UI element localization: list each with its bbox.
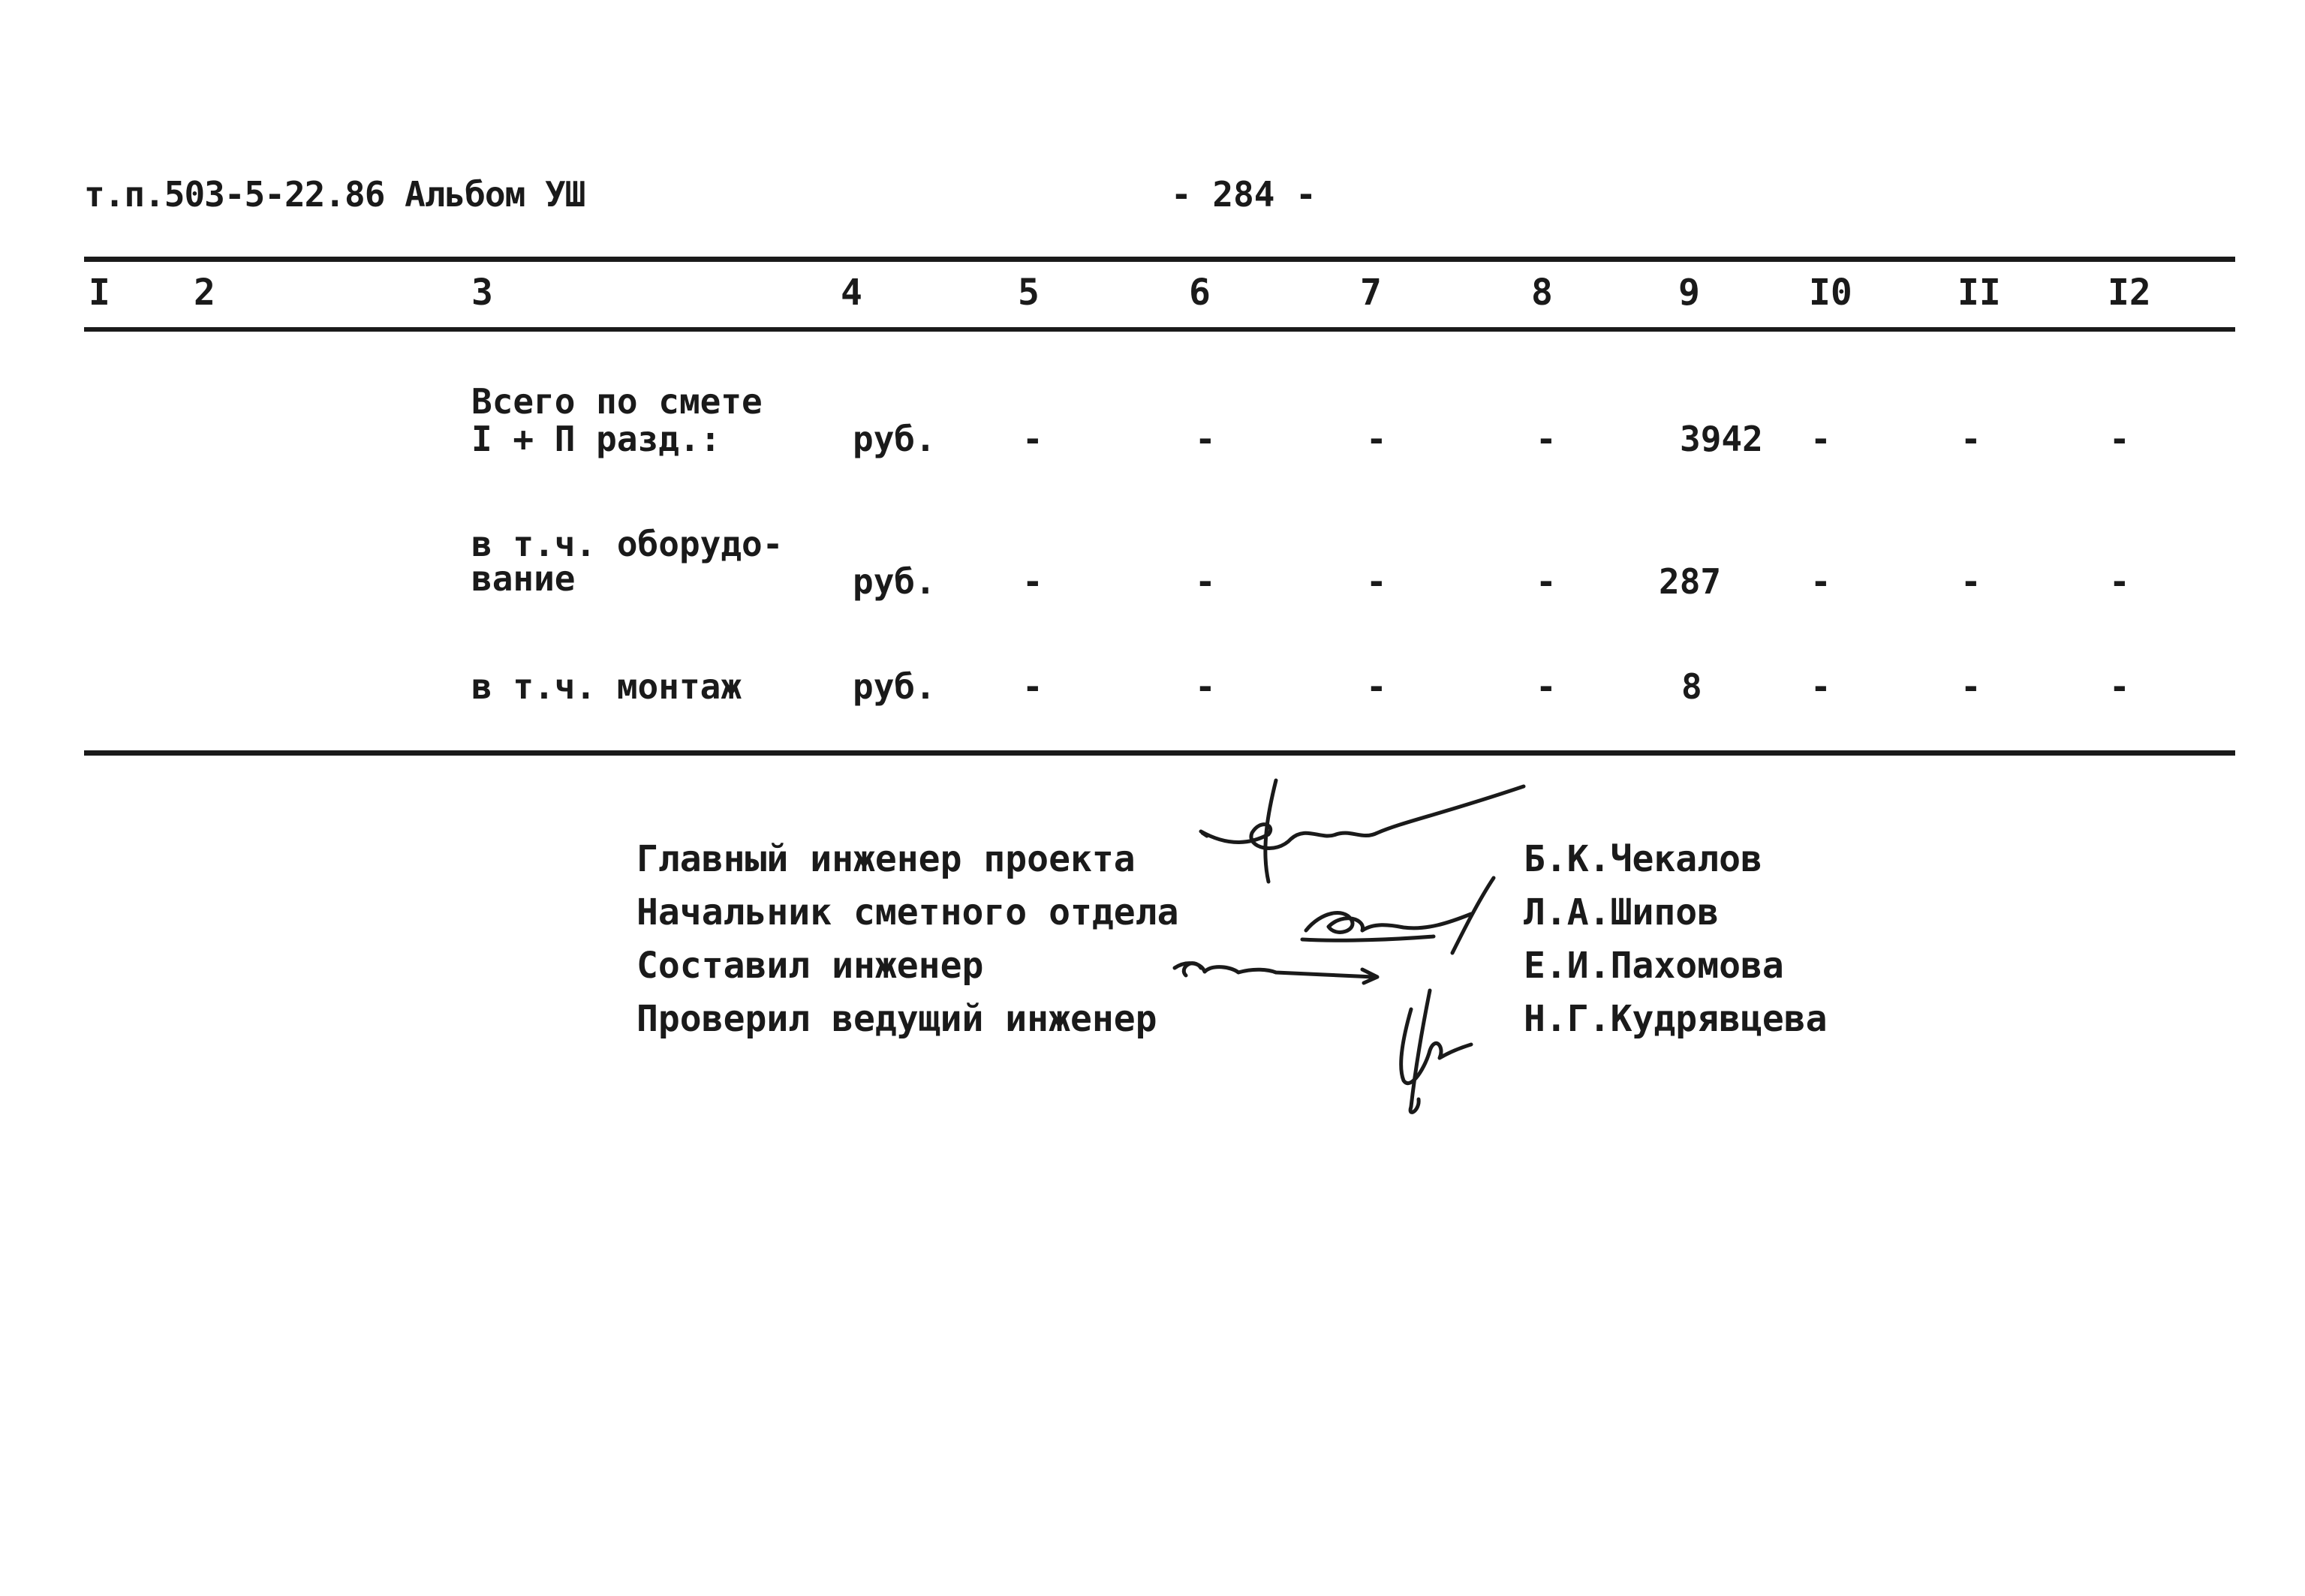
signature-3-scribble [1175,963,1374,977]
signature-titles [636,833,1178,1046]
signature-names [1524,833,1828,1046]
cell-col5: - [1022,666,1043,707]
row-description-line1: в т.ч. монтаж [471,666,742,707]
signature-3-arrow [1362,969,1377,983]
cell-col8: - [1536,419,1557,459]
signature-2-underline [1302,936,1434,940]
column-header-8: 8 [1531,272,1553,314]
page-number: - 284 - [1171,174,1316,215]
cell-col6: - [1195,419,1216,459]
column-header-3: 3 [471,272,493,314]
cell-col6: - [1195,666,1216,707]
cell-col5: - [1022,561,1043,602]
cell-col7: - [1366,666,1387,707]
signature-title: Проверил ведущий инженер [636,998,1157,1040]
cell-col11: - [1960,561,1982,602]
cell-col5: - [1022,419,1043,459]
cell-col9: 3942 [1680,419,1763,459]
signature-1-stroke [1265,780,1276,882]
signature-1-dot [1202,833,1207,836]
cell-col10: - [1810,666,1831,707]
row-unit: руб. [853,419,936,459]
signature-2-scribble [1306,913,1471,933]
signature-name: Л.А.Шипов [1524,891,1720,933]
signature-title: Главный инженер проекта [636,838,1136,880]
signature-3-loop [1184,963,1201,975]
row-unit: руб. [853,666,936,707]
cell-col10: - [1810,561,1831,602]
row-description-line2: вание [471,558,576,599]
cell-col11: - [1960,419,1982,459]
signature-4-scribble [1401,1009,1471,1084]
table-bottom-rule [84,750,2235,756]
row-description-line1: Всего по смете [471,381,763,422]
signature-1-scribble [1201,786,1524,848]
signature-name: Н.Г.Кудрявцева [1524,998,1828,1040]
column-header-9: 9 [1678,272,1700,314]
table-top-rule [84,257,2235,262]
column-header-1: I [89,272,110,314]
column-header-5: 5 [1018,272,1040,314]
document-reference: т.п.503-5-22.86 Альбом УШ [84,174,585,215]
cell-col6: - [1195,561,1216,602]
cell-col12: - [2109,666,2130,707]
cell-col12: - [2109,561,2130,602]
column-header-7: 7 [1360,272,1382,314]
header-bottom-rule [84,327,2235,332]
column-header-6: 6 [1189,272,1211,314]
cell-col7: - [1366,419,1387,459]
signature-name: Е.И.Пахомова [1524,945,1784,987]
cell-col7: - [1366,561,1387,602]
cell-col9: 287 [1659,561,1722,602]
row-unit: руб. [853,561,936,602]
column-header-4: 4 [841,272,862,314]
signature-title: Составил инженер [636,945,984,987]
signature-4-stroke [1411,990,1430,1107]
cell-col8: - [1536,561,1557,602]
column-header-2: 2 [194,272,215,314]
column-header-12: I2 [2108,272,2151,314]
signature-4-loop [1410,1099,1419,1112]
cell-col10: - [1810,419,1831,459]
row-description-line1: в т.ч. оборудо- [471,524,784,564]
cell-col9: 8 [1681,666,1702,707]
cell-col8: - [1536,666,1557,707]
cell-col12: - [2109,419,2130,459]
signature-title: Начальник сметного отдела [636,891,1179,933]
cell-col11: - [1960,666,1982,707]
row-description-line2: I + П разд.: [471,419,721,459]
signature-name: Б.К.Чекалов [1524,838,1762,880]
column-header-10: I0 [1809,272,1852,314]
column-header-11: II [1957,272,2001,314]
signature-2-stroke [1452,878,1494,953]
